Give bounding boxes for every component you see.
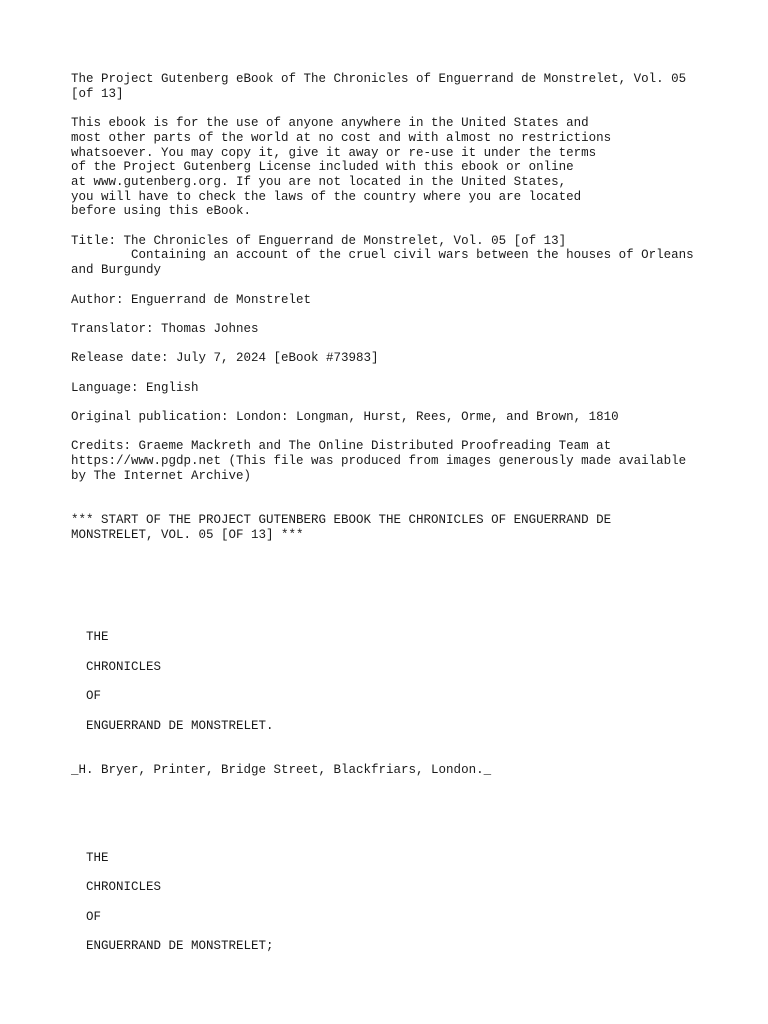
text-line: OF <box>71 689 102 704</box>
text-line: Title: The Chronicles of Enguerrand de Monstrelet, Vol. 05 [of 13] <box>71 233 567 248</box>
text-line: most other parts of the world at no cost and with almost no restrictions <box>71 130 612 145</box>
text-line: THE <box>71 630 109 645</box>
text-line <box>71 498 711 513</box>
text-line: Release date: July 7, 2024 [eBook #73983] <box>71 351 379 366</box>
text-line: Credits: Graeme Mackreth and The Online Distributed Proofreading Team at <box>71 439 612 454</box>
text-line <box>71 337 711 352</box>
text-line <box>71 572 711 587</box>
text-line: MONSTRELET, VOL. 05 [OF 13] *** <box>71 527 304 542</box>
text-line <box>71 395 711 410</box>
text-line: ENGUERRAND DE MONSTRELET; <box>71 939 274 954</box>
text-line <box>71 924 711 939</box>
text-line: OF <box>71 909 102 924</box>
ebook-text <box>71 72 711 954</box>
text-line <box>71 675 711 690</box>
text-line <box>71 821 711 836</box>
text-line: and Burgundy <box>71 263 162 278</box>
text-line <box>71 866 711 881</box>
text-line: [of 13] <box>71 86 124 101</box>
text-line <box>71 777 711 792</box>
text-line: you will have to check the laws of the country where you are located <box>71 189 582 204</box>
text-line <box>71 484 711 499</box>
text-line: Author: Enguerrand de Monstrelet <box>71 292 312 307</box>
text-line: Original publication: London: Longman, Hurst, Rees, Orme, and Brown, 1810 <box>71 410 619 425</box>
text-line <box>71 733 711 748</box>
text-line <box>71 278 711 293</box>
text-line: *** START OF THE PROJECT GUTENBERG EBOOK THE CHRONICLES OF ENGUERRAND DE <box>71 512 612 527</box>
text-line: before using this eBook. <box>71 204 252 219</box>
text-line: at www.gutenberg.org. If you are not located in the United States, <box>71 174 567 189</box>
text-line <box>71 101 711 116</box>
text-line: Language: English <box>71 380 199 395</box>
text-line: This ebook is for the use of anyone anywhere in the United States and <box>71 116 589 131</box>
text-line <box>71 645 711 660</box>
text-line <box>71 586 711 601</box>
text-line: THE <box>71 850 109 865</box>
text-line <box>71 307 711 322</box>
text-line <box>71 748 711 763</box>
text-line <box>71 219 711 234</box>
text-line: whatsoever. You may copy it, give it away or re-use it under the terms <box>71 145 597 160</box>
text-line: Translator: Thomas Johnes <box>71 321 259 336</box>
text-line <box>71 807 711 822</box>
text-line: by The Internet Archive) <box>71 468 252 483</box>
text-line <box>71 425 711 440</box>
text-line: _H. Bryer, Printer, Bridge Street, Blackfriars, London._ <box>71 762 492 777</box>
text-line <box>71 542 711 557</box>
text-line: The Project Gutenberg eBook of The Chronicles of Enguerrand de Monstrelet, Vol. 05 <box>71 72 687 86</box>
text-line <box>71 704 711 719</box>
text-line: of the Project Gutenberg License included with this ebook or online <box>71 160 574 175</box>
text-line <box>71 557 711 572</box>
text-line <box>71 616 711 631</box>
text-line <box>71 836 711 851</box>
text-line <box>71 792 711 807</box>
text-line <box>71 895 711 910</box>
text-line: Containing an account of the cruel civil wars between the houses of Orleans <box>71 248 694 263</box>
text-line: ENGUERRAND DE MONSTRELET. <box>71 718 274 733</box>
text-line: CHRONICLES <box>71 880 162 895</box>
text-line: https://www.pgdp.net (This file was produced from images generously made available <box>71 454 687 469</box>
text-line <box>71 366 711 381</box>
text-line <box>71 601 711 616</box>
text-line: CHRONICLES <box>71 659 162 674</box>
